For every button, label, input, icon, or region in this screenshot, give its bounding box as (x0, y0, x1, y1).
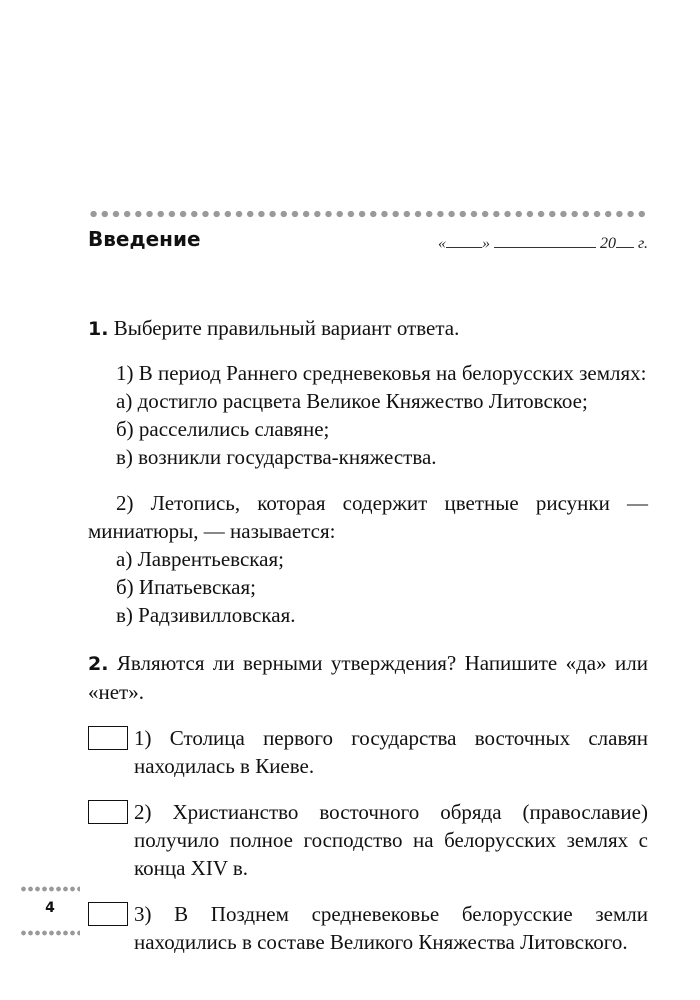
statement-3-text: 3) В Позднем средневековье белорусские земли находились в составе Великого Княжества Литовского. (134, 902, 648, 954)
date-open-quote: « (437, 235, 446, 252)
page-dots-top (20, 886, 80, 892)
date-close-quote: » (481, 235, 490, 252)
statement-2 (88, 798, 648, 882)
subquestion-1-text: 1) В период Раннего средневековья на белорусских землях: (116, 361, 647, 385)
date-day-blank[interactable] (446, 233, 482, 248)
task-2-number: 2. (88, 653, 109, 675)
section-title: Введение (88, 227, 201, 251)
option-b[interactable]: б) Ипатьевская; (116, 575, 256, 599)
option-a[interactable]: а) достигло расцвета Великое Княжество Литовское; (116, 389, 588, 413)
option-c[interactable]: в) возникли государства-княжества. (116, 445, 437, 469)
date-year-prefix: 20 (599, 235, 616, 252)
subquestion-2-text: 2) Летопись, которая содержит цветные рисунки — миниатюры, — называется: (88, 491, 648, 543)
task-1-text: Выберите правильный вариант ответа. (113, 316, 460, 340)
section-divider-dots (88, 210, 648, 218)
answer-box-3[interactable] (88, 902, 128, 926)
worksheet-content (88, 314, 648, 974)
date-year-blank[interactable] (616, 233, 634, 248)
task-1-prompt (88, 314, 648, 343)
statement-2-text: 2) Христианство восточного обряда (православие) получило полное господство на белорусских землях с конца XIV в. (134, 800, 648, 880)
option-a[interactable]: а) Лаврентьевская; (116, 547, 284, 571)
task-2-prompt (88, 649, 648, 706)
task-2-text: Являются ли верными утверждения? Напишите «да» или «нет». (88, 651, 648, 704)
page-dots-bottom (20, 930, 80, 936)
answer-box-2[interactable] (88, 800, 128, 824)
answer-box-1[interactable] (88, 726, 128, 750)
statement-1 (88, 724, 648, 780)
task-1-subquestion-1 (88, 359, 648, 471)
statement-3 (88, 900, 648, 956)
page-number-marker (20, 886, 80, 938)
task-1-number: 1. (88, 318, 109, 340)
option-b[interactable]: б) расселились славяне; (116, 417, 330, 441)
page-number: 4 (45, 900, 55, 916)
task-1-subquestion-2 (88, 489, 648, 629)
date-month-blank[interactable] (494, 233, 596, 248)
date-year-suffix: г. (637, 235, 648, 252)
statement-1-text: 1) Столица первого государства восточных славян находилась в Киеве. (134, 726, 648, 778)
date-field (438, 233, 648, 253)
option-c[interactable]: в) Радзивилловская. (116, 603, 296, 627)
